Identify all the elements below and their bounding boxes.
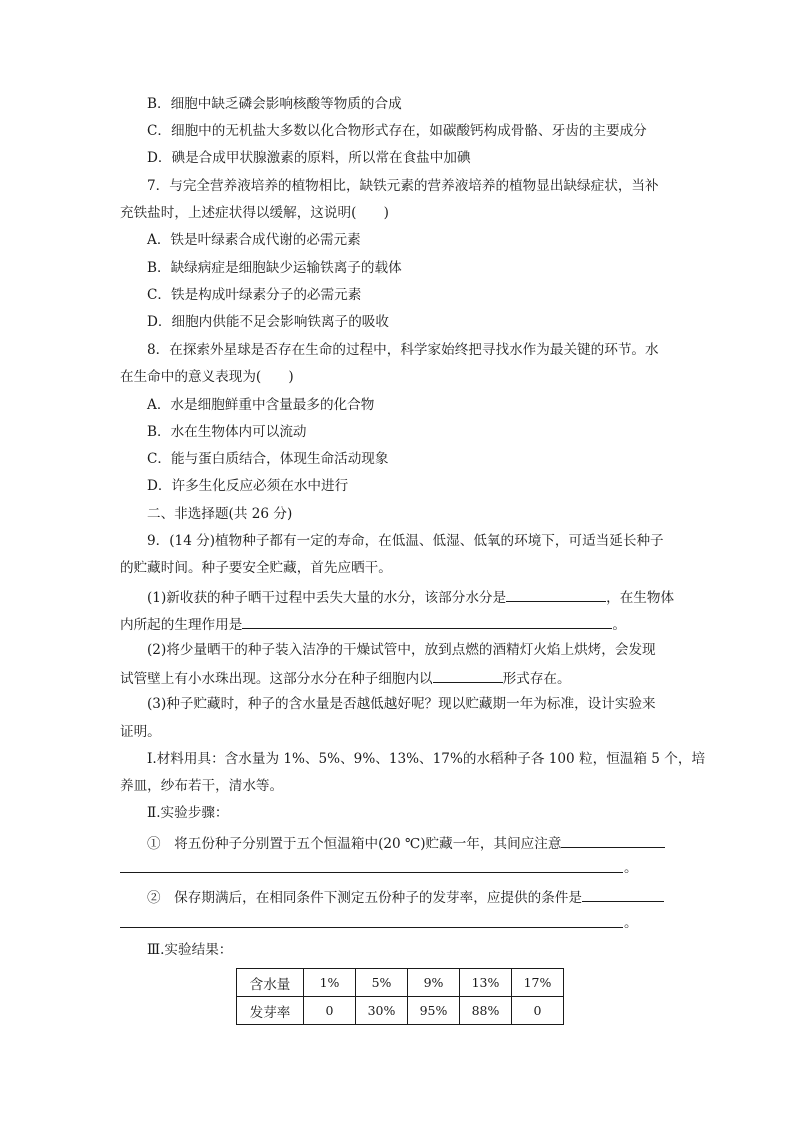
table-cell: 0 xyxy=(512,997,564,1025)
q9-part1-text-after: ，在生物体 xyxy=(606,590,675,606)
step1-end: 。 xyxy=(624,860,638,876)
step2-line1 xyxy=(147,886,664,908)
table-row xyxy=(237,997,564,1025)
q9-part2-line1: (2)将少量晒干的种子装入洁净的干燥试管中，放到点燃的酒精灯火焰上烘烤，会发现 xyxy=(147,642,656,658)
q9-stem-line2: 的贮藏时间。种子要安全贮藏，首先应晒干。 xyxy=(120,560,392,576)
answer-blank-1[interactable] xyxy=(506,586,606,602)
q8-option-d: D．许多生化反应必须在水中进行 xyxy=(147,478,349,494)
q7-stem-line1: 7．与完全营养液培养的植物相比，缺铁元素的营养液培养的植物显出缺绿症状，当补 xyxy=(147,178,659,194)
table-cell: 17% xyxy=(512,969,564,997)
step1-line1 xyxy=(147,832,665,854)
table-cell: 1% xyxy=(304,969,356,997)
q9-part1-line2 xyxy=(120,613,626,635)
step2-text: ② 保存期满后，在相同条件下测定五份种子的发芽率，应提供的条件是 xyxy=(147,890,582,906)
q9-part2-line2 xyxy=(120,667,571,689)
q7-option-d: D．细胞内供能不足会影响铁离子的吸收 xyxy=(147,314,389,330)
results-title: Ⅲ.实验结果： xyxy=(147,942,233,958)
q7-option-c: C．铁是构成叶绿素分子的必需元素 xyxy=(147,287,362,303)
q9-stem-line1: 9．(14 分)植物种子都有一定的寿命，在低温、低湿、低氧的环境下，可适当延长种子 xyxy=(147,533,664,549)
q8-option-b: B．水在生物体内可以流动 xyxy=(147,424,307,440)
q8-stem-line2: 在生命中的意义表现为( ) xyxy=(120,369,294,385)
q9-part1-line1 xyxy=(147,586,674,608)
step2-end: 。 xyxy=(624,915,638,931)
table-row xyxy=(237,969,564,997)
table-cell: 13% xyxy=(460,969,512,997)
q9-part3-line1: (3)种子贮藏时，种子的含水量是否越低越好呢？现以贮藏期一年为标准，设计实验来 xyxy=(147,696,656,712)
prev-option-d: D．碘是合成甲状腺激素的原料，所以常在食盐中加碘 xyxy=(147,150,471,166)
table-cell: 30% xyxy=(356,997,408,1025)
answer-blank-5a[interactable] xyxy=(582,886,664,902)
table-cell: 5% xyxy=(356,969,408,997)
prev-option-c: C．细胞中的无机盐大多数以化合物形式存在，如碳酸钙构成骨骼、牙齿的主要成分 xyxy=(147,123,647,139)
table-cell: 88% xyxy=(460,997,512,1025)
q8-stem-line1: 8．在探索外星球是否存在生命的过程中，科学家始终把寻找水作为最关键的环节。水 xyxy=(147,342,659,358)
q7-option-b: B．缺绿病症是细胞缺少运输铁离子的载体 xyxy=(147,260,402,276)
q9-part2-line2-text: 试管壁上有小水珠出现。这部分水分在种子细胞内以 xyxy=(120,671,433,687)
q9-part2-line2-end: 形式存在。 xyxy=(502,671,571,687)
answer-blank-4a[interactable] xyxy=(561,832,665,848)
section-title: 二、非选择题(共 26 分) xyxy=(147,506,293,522)
row-header-germination: 发芽率 xyxy=(237,997,304,1025)
results-table xyxy=(236,968,564,1025)
q8-option-c: C．能与蛋白质结合，体现生命活动现象 xyxy=(147,451,389,467)
steps-title: Ⅱ.实验步骤： xyxy=(147,805,229,821)
prev-option-b: B．细胞中缺乏磷会影响核酸等物质的合成 xyxy=(147,96,402,112)
q9-part3-line2: 证明。 xyxy=(120,724,161,740)
q7-stem-line2: 充铁盐时，上述症状得以缓解，这说明( ) xyxy=(120,205,389,221)
row-header-moisture: 含水量 xyxy=(237,969,304,997)
q7-option-a: A．铁是叶绿素合成代谢的必需元素 xyxy=(147,232,361,248)
answer-blank-3[interactable] xyxy=(433,667,503,683)
q9-part1-line2-text: 内所起的生理作用是 xyxy=(120,617,243,633)
table-cell: 95% xyxy=(408,997,460,1025)
table-cell: 0 xyxy=(304,997,356,1025)
materials-line1: Ⅰ.材料用具：含水量为 1%、5%、9%、13%、17%的水稻种子各 100 粒，恒温箱 5 个，培 xyxy=(147,751,706,767)
q8-option-a: A．水是细胞鲜重中含量最多的化合物 xyxy=(147,397,375,413)
q9-part1-text: (1)新收获的种子晒干过程中丢失大量的水分，该部分水分是 xyxy=(147,590,507,606)
answer-blank-4b[interactable] xyxy=(120,872,623,873)
answer-blank-2[interactable] xyxy=(242,613,612,629)
q9-part1-line2-end: 。 xyxy=(612,617,626,633)
table-cell: 9% xyxy=(408,969,460,997)
materials-line2: 养皿，纱布若干，清水等。 xyxy=(120,778,284,794)
step1-text: ① 将五份种子分别置于五个恒温箱中(20 ℃)贮藏一年，其间应注意 xyxy=(147,836,562,852)
answer-blank-5b[interactable] xyxy=(120,927,623,928)
